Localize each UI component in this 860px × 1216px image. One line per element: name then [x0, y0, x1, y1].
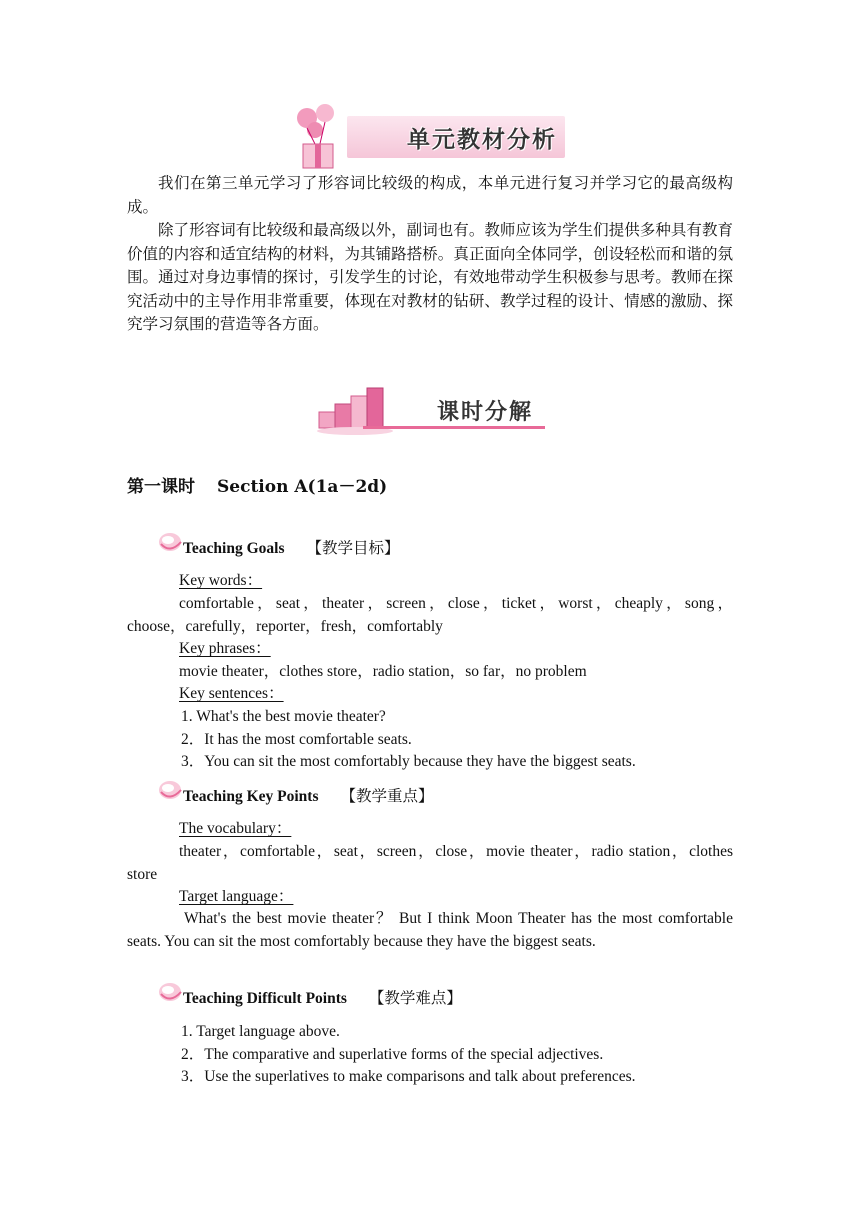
- difficult-point-item: 2．The comparative and superlative forms of the special adjectives.: [181, 1046, 604, 1063]
- lesson-section: Section A(1a－2d): [217, 477, 388, 497]
- vocabulary-list: theater，comfortable，seat，screen，close，movie theater，radio station，clothes store: [127, 843, 733, 883]
- lesson-title: [127, 472, 387, 497]
- difficult-point-item: 3．Use the superlatives to make comparisons and talk about preferences.: [181, 1068, 636, 1085]
- vocabulary-label: The vocabulary：: [179, 820, 292, 837]
- intro-paragraph-2: 除了形容词有比较级和最高级以外，副词也有。教师应该为学生们提供多种具有教育价值的内容和适宜结构的材料，为其铺路搭桥。真正面向全体同学，创设轻松而和谐的氛围。通过对身边事情的探讨，引发学生的讨论，有效地带动学生积极参与思考。教师在探究活动中的主导作用非常重要，体现在对教材的钻研、教学过程的设计、情感的激励、探究学习氛围的营造等各方面。: [127, 222, 733, 333]
- key-phrases-label: Key phrases：: [179, 640, 271, 657]
- teaching-key-points-title: Teaching Key Points: [183, 788, 319, 805]
- key-sentence-item: 2．It has the most comfortable seats.: [181, 731, 412, 748]
- teaching-goals-title-zh: 【教学目标】: [306, 540, 400, 557]
- teaching-difficult-points-heading: [157, 980, 462, 1008]
- intro-paragraph-1: 我们在第三单元学习了形容词比较级的构成，本单元进行复习并学习它的最高级构成。: [127, 175, 733, 216]
- target-language-text: What's the best movie theater？ But I think Moon Theater has the most comfortable seats. You can sit the most comfortably because they have the biggest seats.: [127, 910, 733, 950]
- target-language-label: Target language：: [179, 888, 294, 905]
- teaching-difficult-points-title: Teaching Difficult Points: [183, 990, 347, 1007]
- banner-underline: [363, 426, 545, 429]
- lesson-label: 第一课时: [127, 477, 195, 497]
- unit-analysis-title: 单元教材分析: [407, 126, 557, 153]
- difficult-point-item: 1. Target language above.: [181, 1023, 340, 1040]
- lesson-breakdown-banner: [0, 384, 860, 436]
- key-words-list: comfortable，seat，theater，screen，close，ticket，worst，cheaply，song，choose，carefully，reporter，fresh，comfortably: [127, 595, 733, 635]
- teaching-key-points-title-zh: 【教学重点】: [340, 788, 434, 805]
- lesson-breakdown-title: 课时分解: [436, 399, 533, 425]
- key-phrases-list: movie theater，clothes store，radio station，so far，no problem: [179, 663, 587, 680]
- key-sentences-label: Key sentences：: [179, 685, 284, 702]
- teaching-goals-heading: [157, 530, 400, 558]
- teaching-difficult-points-title-zh: 【教学难点】: [368, 990, 462, 1007]
- key-words-label: Key words：: [179, 572, 263, 589]
- teaching-goals-title: Teaching Goals: [183, 540, 285, 557]
- key-sentence-item: 1. What's the best movie theater?: [181, 708, 386, 725]
- key-sentence-item: 3．You can sit the most comfortably because they have the biggest seats.: [181, 753, 636, 770]
- unit-analysis-banner: [0, 104, 860, 170]
- teaching-key-points-heading: [157, 778, 434, 806]
